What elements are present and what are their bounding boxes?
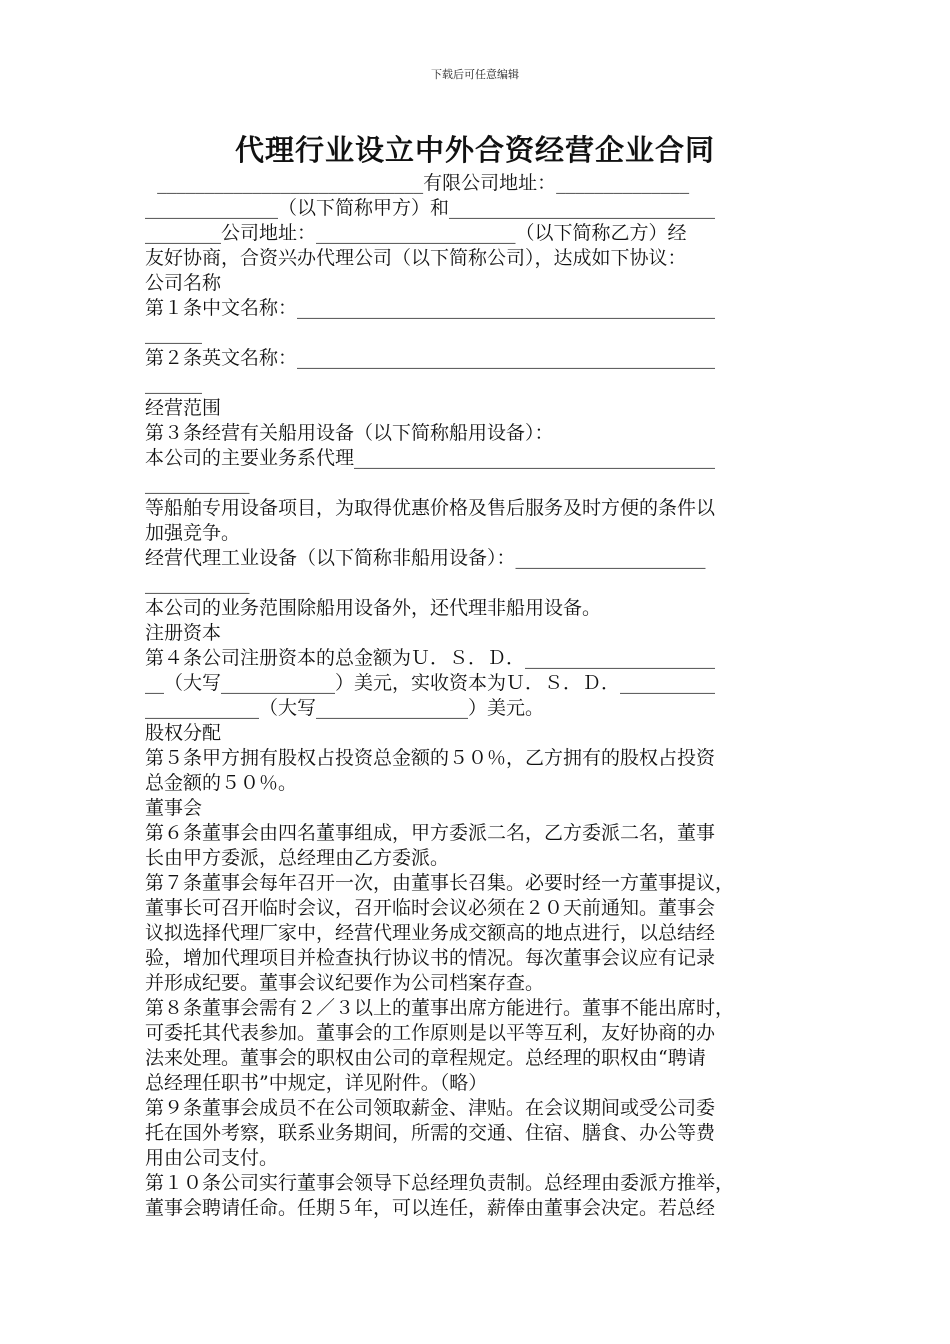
text-line: 董事长可召开临时会议，召开临时会议必须在２０天前通知。董事会 xyxy=(145,897,716,919)
text-line: 验，增加代理项目并检查执行协议书的情况。每次董事会议应有记录 xyxy=(145,947,716,969)
text-line: 用由公司支付。 xyxy=(145,1147,279,1169)
text-line: 本公司的业务范围除船用设备外，还代理非船用设备。 xyxy=(145,597,602,619)
text-line: ______________（以下简称甲方）和____________________________ xyxy=(145,197,716,219)
text-line: ______ xyxy=(145,372,202,394)
text-line: 第２条英文名称：____________________________________________ xyxy=(145,347,716,369)
text-line: ________公司地址：_____________________（以下简称乙方）经 xyxy=(145,222,687,244)
header-note: 下载后可任意编辑 xyxy=(431,68,519,81)
text-line: 总金额的５０％。 xyxy=(145,772,298,794)
text-line: 第４条公司注册资本的总金额为Ｕ．Ｓ．Ｄ．____________________ xyxy=(145,647,716,669)
contract-body xyxy=(145,171,793,1221)
text-line: 第９条董事会成员不在公司领取薪金、津贴。在会议期间或受公司委 xyxy=(145,1097,716,1119)
text-line: 加强竞争。 xyxy=(145,522,241,544)
section-heading: 公司名称 xyxy=(145,272,222,294)
section-heading: 经营范围 xyxy=(145,397,222,419)
text-line: 第７条董事会每年召开一次，由董事长召集。必要时经一方董事提议， xyxy=(145,872,735,894)
section-heading: 董事会 xyxy=(145,797,203,819)
text-line: ______ xyxy=(145,322,202,344)
text-line: 经营代理工业设备（以下简称非船用设备）：____________________ xyxy=(145,547,706,569)
text-line: 董事会聘请任命。任期５年，可以连任，薪俸由董事会决定。若总经 xyxy=(145,1197,716,1219)
text-line: 第５条甲方拥有股权占投资总金额的５０％，乙方拥有的股权占投资 xyxy=(145,747,716,769)
text-line: 第１条中文名称：____________________________________________ xyxy=(145,297,716,319)
text-line: 第１０条公司实行董事会领导下总经理负责制。总经理由委派方推举， xyxy=(145,1172,735,1194)
text-line: 总经理任职书”中规定，详见附件。（略） xyxy=(145,1072,488,1094)
text-line: __（大写____________）美元，实收资本为Ｕ．Ｓ．Ｄ．__________ xyxy=(145,672,716,694)
section-heading: 股权分配 xyxy=(145,722,222,744)
text-line: 并形成纪要。董事会议纪要作为公司档案存查。 xyxy=(145,972,545,994)
document-title: 代理行业设立中外合资经营企业合同 xyxy=(234,133,715,167)
text-line: 友好协商，合资兴办代理公司（以下简称公司），达成如下协议： xyxy=(145,247,687,269)
text-line: 本公司的主要业务系代理______________________________________ xyxy=(145,447,716,469)
text-line: ___________ xyxy=(145,572,250,594)
section-heading: 注册资本 xyxy=(145,622,222,644)
text-line: 第３条经营有关船用设备（以下简称船用设备）： xyxy=(145,422,554,444)
text-line: ____________________________有限公司地址：______________ xyxy=(145,172,690,194)
text-line: 第６条董事会由四名董事组成，甲方委派二名，乙方委派二名，董事 xyxy=(145,822,716,844)
text-line: 长由甲方委派，总经理由乙方委派。 xyxy=(145,847,450,869)
text-line: 托在国外考察，联系业务期间，所需的交通、住宿、膳食、办公等费 xyxy=(145,1122,716,1144)
text-line: ____________（大写________________）美元。 xyxy=(145,697,545,719)
text-line: ___________ xyxy=(145,472,250,494)
text-line: 等船舶专用设备项目，为取得优惠价格及售后服务及时方便的条件以 xyxy=(145,497,716,519)
text-line: 可委托其代表参加。董事会的工作原则是以平等互利，友好协商的办 xyxy=(145,1022,716,1044)
text-line: 议拟选择代理厂家中，经营代理业务成交额高的地点进行，以总结经 xyxy=(145,922,716,944)
text-line: 第８条董事会需有２／３以上的董事出席方能进行。董事不能出席时， xyxy=(145,997,735,1019)
text-line: 法来处理。董事会的职权由公司的章程规定。总经理的职权由“聘请 xyxy=(145,1047,706,1069)
